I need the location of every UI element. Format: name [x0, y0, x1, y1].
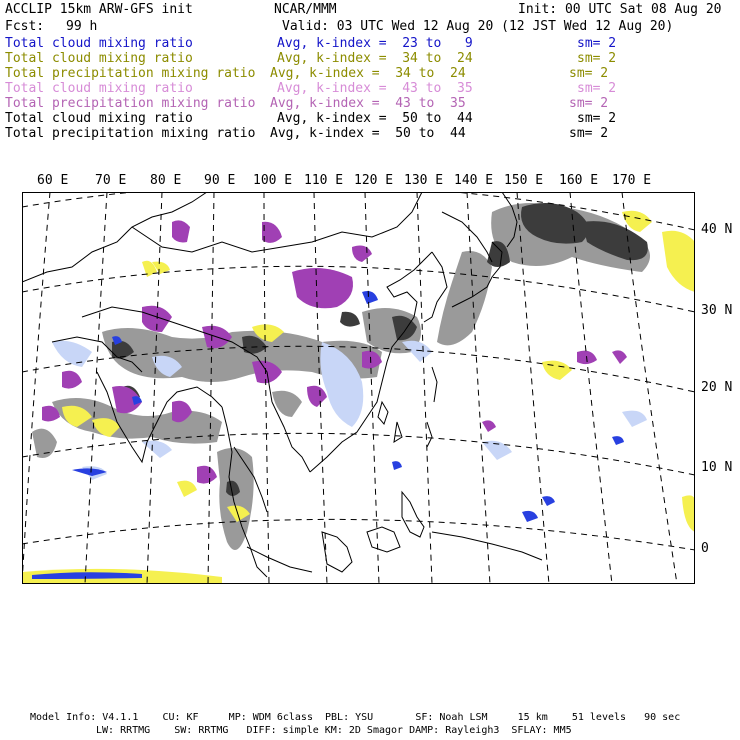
- plot-title: ACCLIP 15km ARW-GFS init: [5, 2, 193, 17]
- lon-label: 160 E: [559, 173, 599, 188]
- lon-label: 170 E: [612, 173, 652, 188]
- field-name: Total precipitation mixing ratio: [5, 66, 256, 81]
- field-name: Total cloud mixing ratio: [5, 36, 193, 51]
- field-avg: Avg, k-index = 43 to 35: [277, 81, 473, 96]
- init-time: Init: 00 UTC Sat 08 Aug 20: [518, 2, 722, 17]
- field-avg: Avg, k-index = 50 to 44: [277, 111, 473, 126]
- map-panel: [22, 192, 695, 584]
- lon-label: 150 E: [504, 173, 544, 188]
- center-label: NCAR/MMM: [274, 2, 337, 17]
- field-smoothing: sm= 2: [569, 126, 609, 141]
- field-avg: Avg, k-index = 23 to 9: [277, 36, 473, 51]
- lat-label: 0: [701, 541, 709, 556]
- lat-label: 20 N: [701, 380, 733, 395]
- lon-label: 130 E: [404, 173, 444, 188]
- lat-label: 10 N: [701, 460, 733, 475]
- field-name: Total precipitation mixing ratio: [5, 96, 256, 111]
- valid-time: Valid: 03 UTC Wed 12 Aug 20 (12 JST Wed 12 Aug 20): [282, 19, 674, 34]
- field-avg: Avg, k-index = 43 to 35: [270, 96, 466, 111]
- field-name: Total precipitation mixing ratio: [5, 126, 256, 141]
- model-info-line1: Model Info: V4.1.1 CU: KF MP: WDM 6class PBL: YSU SF: Noah LSM 15 km 51 levels 90 sec: [30, 712, 681, 723]
- field-smoothing: sm= 2: [569, 96, 609, 111]
- field-smoothing: sm= 2: [577, 36, 617, 51]
- field-name: Total cloud mixing ratio: [5, 81, 193, 96]
- lat-label: 40 N: [701, 222, 733, 237]
- lon-label: 80 E: [150, 173, 182, 188]
- field-smoothing: sm= 2: [577, 51, 617, 66]
- lon-label: 70 E: [95, 173, 127, 188]
- field-smoothing: sm= 2: [569, 66, 609, 81]
- field-avg: Avg, k-index = 34 to 24: [270, 66, 466, 81]
- lon-label: 90 E: [204, 173, 236, 188]
- forecast-label: Fcst:: [5, 19, 45, 34]
- lon-label: 140 E: [454, 173, 494, 188]
- field-name: Total cloud mixing ratio: [5, 111, 193, 126]
- lon-label: 100 E: [253, 173, 293, 188]
- lon-label: 60 E: [37, 173, 69, 188]
- model-info-line2: LW: RRTMG SW: RRTMG DIFF: simple KM: 2D Smagor DAMP: Rayleigh3 SFLAY: MM5: [96, 725, 572, 736]
- field-smoothing: sm= 2: [577, 81, 617, 96]
- lon-label: 120 E: [354, 173, 394, 188]
- field-smoothing: sm= 2: [577, 111, 617, 126]
- lat-label: 30 N: [701, 303, 733, 318]
- field-avg: Avg, k-index = 34 to 24: [277, 51, 473, 66]
- lon-label: 110 E: [304, 173, 344, 188]
- field-avg: Avg, k-index = 50 to 44: [270, 126, 466, 141]
- field-name: Total cloud mixing ratio: [5, 51, 193, 66]
- forecast-hour: 99 h: [66, 19, 98, 34]
